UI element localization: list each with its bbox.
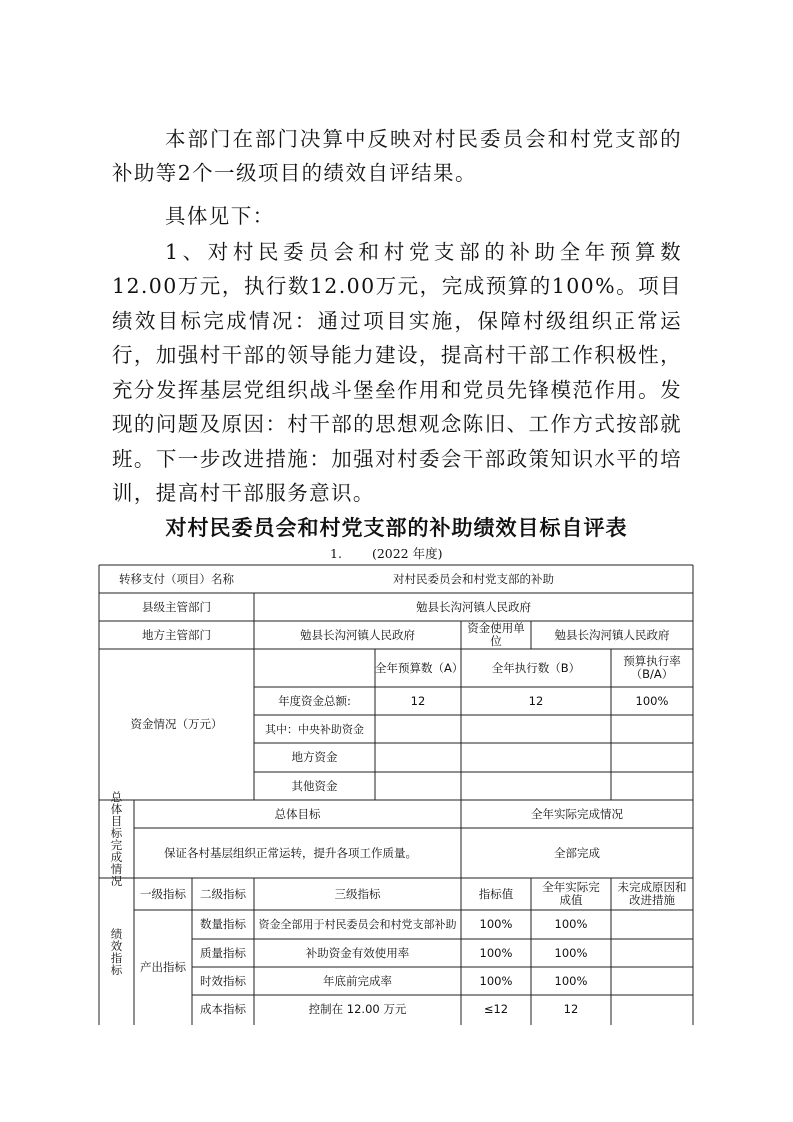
fund-unit-value: 勉县长沟河镇人民政府 <box>554 627 670 642</box>
indicator-row-level2: 质量指标 <box>200 945 246 960</box>
local-dept-label: 地方主管部门 <box>142 627 211 642</box>
county-dept-value: 勉县长沟河镇人民政府 <box>416 599 531 614</box>
indicator-row-level3: 补助资金有效使用率 <box>305 945 410 960</box>
table-subtitle-year: (2022 年度) <box>371 546 443 561</box>
overall-goal: 保证各村基层组织正常运转，提升各项工作质量。 <box>164 845 417 860</box>
indicators-header-level2: 二级指标 <box>200 886 246 901</box>
table-title: 对村民委员会和村党支部的补助绩效目标自评表 <box>165 515 628 540</box>
county-dept-label: 县级主管部门 <box>142 599 211 614</box>
funds-central-label: 其中：中央补助资金 <box>265 722 364 736</box>
indicators-header-value: 指标值 <box>478 886 514 901</box>
funds-col-b: 全年执行数（B） <box>491 660 581 675</box>
indicators-header-level1: 一级指标 <box>140 886 186 901</box>
table-subtitle <box>330 544 442 562</box>
overall-actual-header: 全年实际完成情况 <box>531 806 623 821</box>
indicators-output-label: 产出指标 <box>140 960 186 974</box>
local-dept-value: 勉县长沟河镇人民政府 <box>300 627 415 642</box>
indicator-row-value: ≤12 <box>483 1001 509 1016</box>
project-name-label: 转移支付（项目）名称 <box>119 571 234 586</box>
fund-unit-label: 资金使用单位 <box>467 621 525 648</box>
indicator-row-level2: 时效指标 <box>200 973 246 988</box>
indicator-row-level3: 资金全部用于村民委员会和村党支部补助 <box>258 917 457 931</box>
project-name-value: 对村民委员会和村党支部的补助 <box>393 571 554 586</box>
intro-paragraph-3: 1、对村民委员会和村党支部的补助全年预算数12.00万元，执行数12.00万元，完成预算的100%。项目绩效目标完成情况：通过项目实施，保障村级组织正常运行，加强村干部的领导能力建设，提高村干部工作积极性，充分发挥基层党组织战斗堡垒作用和党员先锋模范作用。发现的问题及原因：村干部的思想观念陈旧、工作方式按部就班。下一步改进措施：加强对村委会干部政策知识水平的培训，提高村干部服务意识。 <box>112 239 682 505</box>
intro-paragraph-2: 具体见下： <box>165 203 275 228</box>
indicator-row-actual: 12 <box>563 1001 579 1016</box>
indicator-row-value: 100% <box>479 973 513 988</box>
overall-goal-header: 总体目标 <box>274 806 321 821</box>
funds-other-label: 其他资金 <box>291 778 338 793</box>
funds-col-rate: 预算执行率（B/A） <box>623 654 681 681</box>
indicator-row-level3: 控制在 12.00 万元 <box>308 1001 407 1016</box>
funds-col-a: 全年预算数（A） <box>375 660 464 675</box>
indicator-row-value: 100% <box>479 917 513 931</box>
funds-total-rate: 100% <box>635 693 669 708</box>
indicators-header-actual: 全年实际完成值 <box>542 880 600 907</box>
funds-total-label: 年度资金总额: <box>278 693 351 708</box>
overall-label: 总体目标完成情况 <box>110 790 123 888</box>
funds-local-label: 地方资金 <box>291 750 338 764</box>
funds-label: 资金情况（万元） <box>130 717 223 731</box>
indicators-label: 绩效指标 <box>110 926 123 977</box>
indicators-header-reason: 未完成原因和改进措施 <box>617 880 687 907</box>
funds-total-a: 12 <box>410 693 426 708</box>
indicator-row-actual: 100% <box>554 973 588 988</box>
funds-total-b: 12 <box>528 693 544 708</box>
indicator-row-level2: 成本指标 <box>200 1001 246 1016</box>
table-subtitle-number: 1. <box>330 546 342 561</box>
overall-actual: 全部完成 <box>554 845 600 860</box>
intro-paragraph-1: 本部门在部门决算中反映对村民委员会和村党支部的补助等2个一级项目的绩效自评结果。 <box>112 126 682 185</box>
indicator-row-level2: 数量指标 <box>200 917 246 931</box>
indicator-row-actual: 100% <box>554 917 588 931</box>
indicator-row-actual: 100% <box>554 945 588 960</box>
indicators-header-level3: 三级指标 <box>334 886 381 901</box>
indicator-row-value: 100% <box>479 945 513 960</box>
indicator-row-level3: 年底前完成率 <box>323 973 392 988</box>
